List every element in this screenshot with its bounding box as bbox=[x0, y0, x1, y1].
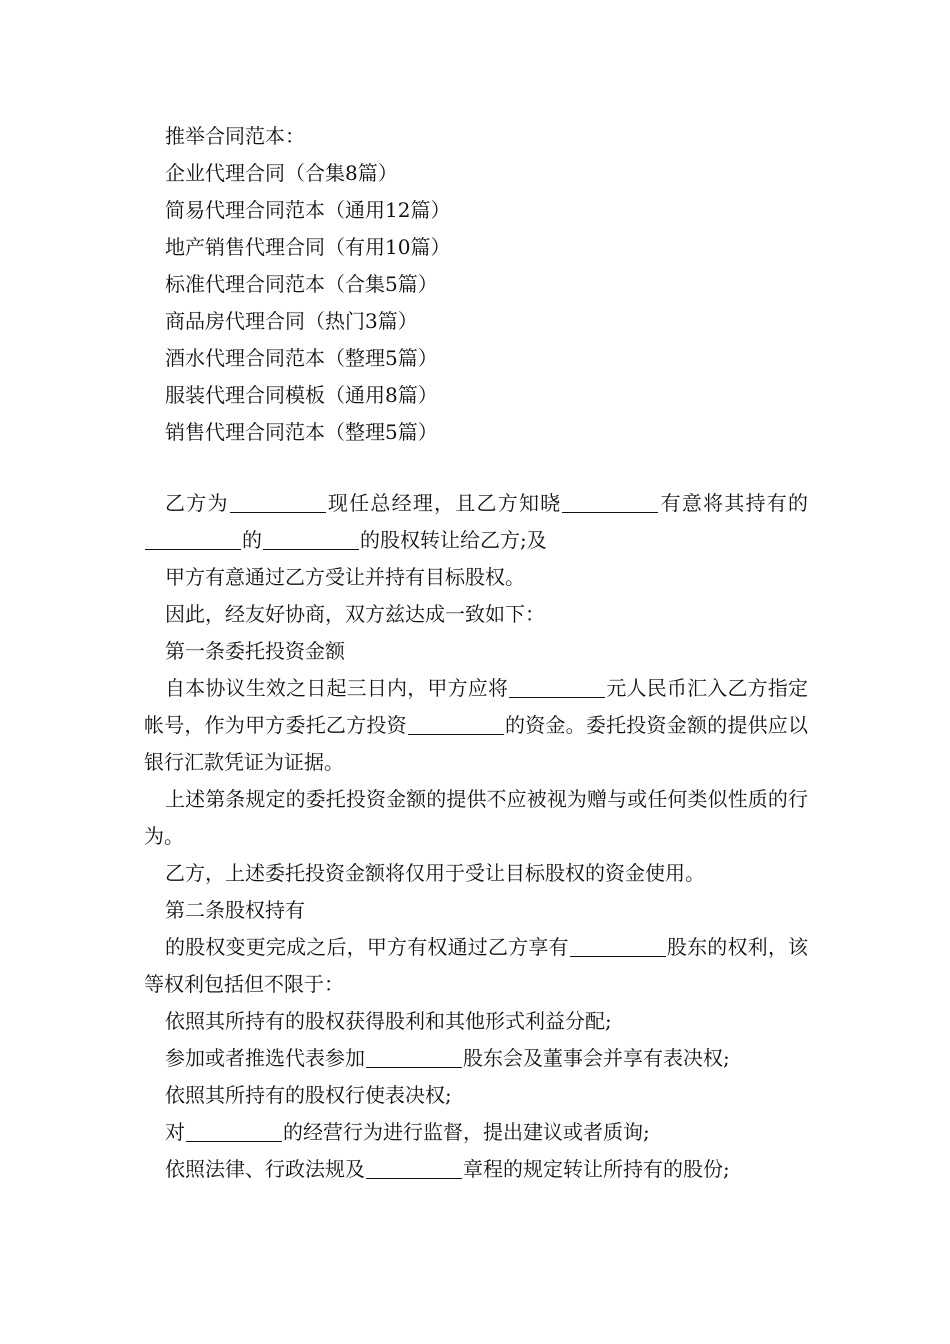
blank-field bbox=[366, 1047, 462, 1068]
text-span: 的 bbox=[242, 528, 262, 552]
paragraph bbox=[144, 1151, 808, 1188]
list-item[interactable]: 商品房代理合同（热门3篇） bbox=[165, 309, 418, 333]
text-span: 股东的权利，该等权利包括但不限于： bbox=[144, 935, 809, 996]
blank-field bbox=[509, 677, 605, 698]
paragraph: 因此，经友好协商，双方兹达成一致如下： bbox=[165, 602, 545, 626]
text-span: 依照法律、行政法规及 bbox=[165, 1157, 365, 1181]
blank-field bbox=[230, 492, 326, 513]
section-heading: 第二条股权持有 bbox=[165, 898, 305, 922]
paragraph-investment-amount bbox=[144, 670, 808, 781]
text-span: 股东会及董事会并享有表决权; bbox=[463, 1046, 730, 1070]
text-span: 乙方为 bbox=[165, 491, 229, 515]
text-span: 参加或者推选代表参加 bbox=[165, 1046, 365, 1070]
blank-field bbox=[145, 529, 241, 550]
paragraph-parties bbox=[144, 485, 808, 559]
section-heading: 第一条委托投资金额 bbox=[165, 639, 345, 663]
text-span: 有意将其持有的 bbox=[659, 491, 809, 515]
text-span: 的股权变更完成之后，甲方有权通过乙方享有 bbox=[165, 935, 569, 959]
text-span: 的股权转让给乙方;及 bbox=[360, 528, 547, 552]
recommended-contracts-list bbox=[144, 118, 808, 451]
document-body bbox=[144, 118, 808, 1188]
text-span: 自本协议生效之日起三日内，甲方应将 bbox=[165, 676, 509, 700]
list-item[interactable]: 服装代理合同模板（通用8篇） bbox=[165, 383, 438, 407]
blank-field bbox=[408, 714, 504, 735]
blank-field bbox=[186, 1121, 282, 1142]
list-item[interactable]: 销售代理合同范本（整理5篇） bbox=[165, 420, 438, 444]
paragraph bbox=[144, 1040, 808, 1077]
text-span: 现任总经理，且乙方知晓 bbox=[326, 491, 562, 515]
blank-field bbox=[263, 529, 359, 550]
paragraph: 上述第条规定的委托投资金额的提供不应被视为赠与或任何类似性质的行为。 bbox=[144, 787, 808, 848]
text-span: 的经营行为进行监督，提出建议或者质询; bbox=[283, 1120, 650, 1144]
blank-field bbox=[562, 492, 658, 513]
spacer bbox=[144, 451, 808, 485]
text-span: 章程的规定转让所持有的股份; bbox=[463, 1157, 730, 1181]
list-item[interactable]: 简易代理合同范本（通用12篇） bbox=[165, 198, 451, 222]
list-item[interactable]: 地产销售代理合同（有用10篇） bbox=[165, 235, 451, 259]
list-heading: 推举合同范本： bbox=[165, 124, 305, 148]
paragraph: 甲方有意通过乙方受让并持有目标股权。 bbox=[165, 565, 525, 589]
text-span: 对 bbox=[165, 1120, 185, 1144]
paragraph: 乙方，上述委托投资金额将仅用于受让目标股权的资金使用。 bbox=[165, 861, 705, 885]
paragraph bbox=[144, 1114, 808, 1151]
text-span: 的资金。委托投资金额的提供应以银行汇款凭证为证据。 bbox=[144, 713, 809, 774]
paragraph: 依照其所持有的股权获得股利和其他形式利益分配; bbox=[165, 1009, 612, 1033]
list-item[interactable]: 企业代理合同（合集8篇） bbox=[165, 161, 398, 185]
paragraph: 依照其所持有的股权行使表决权; bbox=[165, 1083, 452, 1107]
blank-field bbox=[366, 1158, 462, 1179]
list-item[interactable]: 标准代理合同范本（合集5篇） bbox=[165, 272, 438, 296]
blank-field bbox=[570, 936, 666, 957]
list-item[interactable]: 酒水代理合同范本（整理5篇） bbox=[165, 346, 438, 370]
paragraph-shareholder-rights bbox=[144, 929, 808, 1003]
text-span: 元人民币汇入乙方指定帐号，作为甲方委托乙方投资 bbox=[144, 676, 809, 737]
